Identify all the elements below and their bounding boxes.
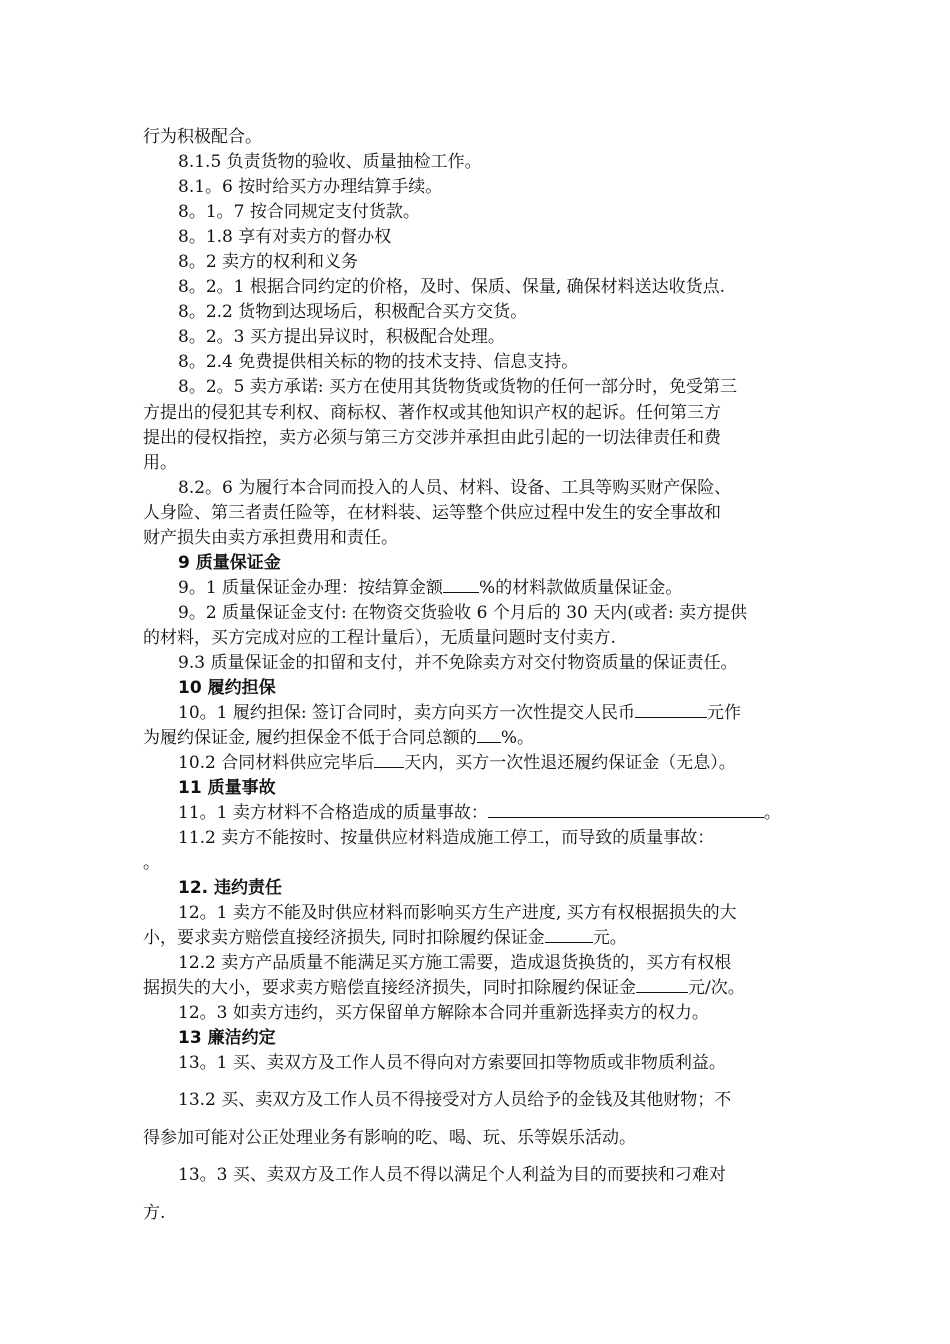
- text-line: 行为积极配合。: [143, 127, 262, 147]
- text-line: [143, 726, 534, 750]
- text-segment: 为履约保证金, 履约担保金不低于合同总额的: [143, 728, 477, 748]
- text-line: 8。2.2 货物到达现场后，积极配合买方交货。: [178, 302, 528, 322]
- text-line: 用。: [143, 453, 177, 473]
- text-segment: 天内，买方一次性退还履约保证金（无息）。: [404, 753, 736, 773]
- text-line: 8.1.5 负责货物的验收、质量抽检工作。: [178, 152, 482, 172]
- text-line: [178, 701, 741, 725]
- text-line: 9.3 质量保证金的扣留和支付，并不免除卖方对交付物资质量的保证责任。: [178, 653, 738, 673]
- fill-blank: [488, 801, 764, 818]
- text-line: 方.: [143, 1203, 166, 1223]
- text-line: 13.2 买、卖双方及工作人员不得接受对方人员给予的金钱及其他财物；不: [178, 1090, 732, 1110]
- text-line: 8.1。6 按时给买方办理结算手续。: [178, 177, 443, 197]
- text-line: 8.2。6 为履行本合同而投入的人员、材料、设备、工具等购买财产保险、: [178, 478, 732, 498]
- text-line: 9。2 质量保证金支付: 在物资交货验收 6 个月后的 30 天内(或者: 卖方提供: [178, 603, 747, 623]
- text-line: 8。2 卖方的权利和义务: [178, 252, 359, 272]
- text-line: 8。2。3 买方提出异议时，积极配合处理。: [178, 327, 505, 347]
- text-line: 8。2。5 卖方承诺: 买方在使用其货物货或货物的任何一部分时，免受第三: [178, 377, 737, 397]
- text-line: 12.2 卖方产品质量不能满足买方施工需要，造成退货换货的，买方有权根: [178, 953, 732, 973]
- text-segment: 。: [763, 803, 781, 823]
- section-heading: 12. 违约责任: [178, 878, 283, 898]
- fill-blank: [636, 976, 688, 993]
- text-segment: 10。1 履约担保: 签订合同时，卖方向买方一次性提交人民币: [178, 703, 635, 723]
- text-line: [178, 801, 781, 825]
- fill-blank: [443, 576, 479, 593]
- text-segment: 9。1 质量保证金办理：按结算金额: [178, 578, 444, 598]
- text-line: 8。2.4 免费提供相关标的物的技术支持、信息支持。: [178, 352, 579, 372]
- text-line: 的材料，买方完成对应的工程计量后），无质量问题时支付卖方.: [143, 628, 616, 648]
- text-line: 财产损失由卖方承担费用和责任。: [143, 528, 398, 548]
- text-segment: 据损失的大小，要求卖方赔偿直接经济损失，同时扣除履约保证金: [143, 978, 636, 998]
- text-line: 11.2 卖方不能按时、按量供应材料造成施工停工，而导致的质量事故：: [178, 828, 715, 848]
- text-segment: %。: [500, 728, 534, 748]
- text-line: 8。1。7 按合同规定支付货款。: [178, 202, 420, 222]
- fill-blank: [545, 926, 593, 943]
- text-line: 方提出的侵犯其专利权、商标权、著作权或其他知识产权的起诉。任何第三方: [143, 403, 721, 423]
- text-line: 13。3 买、卖双方及工作人员不得以满足个人利益为目的而要挟和刁难对: [178, 1165, 726, 1185]
- text-segment: 11。1 卖方材料不合格造成的质量事故：: [178, 803, 488, 823]
- text-line: 12。3 如卖方违约，买方保留单方解除本合同并重新选择卖方的权力。: [178, 1003, 709, 1023]
- text-segment: %的材料款做质量保证金。: [479, 578, 683, 598]
- text-segment: 元/次。: [688, 978, 745, 998]
- text-segment: 元。: [592, 928, 627, 948]
- text-segment: 元作: [706, 703, 741, 723]
- text-segment: 小，要求卖方赔偿直接经济损失, 同时扣除履约保证金: [143, 928, 545, 948]
- text-line: 提出的侵权指控，卖方必须与第三方交涉并承担由此引起的一切法律责任和费: [143, 428, 721, 448]
- section-heading: 13 廉洁约定: [178, 1028, 276, 1048]
- fill-blank: [374, 751, 404, 768]
- text-line: 8。2。1 根据合同约定的价格，及时、保质、保量, 确保材料送达收货点.: [178, 277, 726, 297]
- text-line: 12。1 卖方不能及时供应材料而影响买方生产进度, 买方有权根据损失的大: [178, 903, 737, 923]
- text-line: [178, 751, 736, 775]
- text-line: 8。1.8 享有对卖方的督办权: [178, 227, 392, 247]
- text-line: 13。1 买、卖双方及工作人员不得向对方索要回扣等物质或非物质利益。: [178, 1053, 726, 1073]
- fill-blank: [635, 701, 707, 718]
- section-heading: 10 履约担保: [178, 678, 276, 698]
- text-line: [143, 976, 745, 1000]
- section-heading: 11 质量事故: [178, 778, 276, 798]
- section-heading: 9 质量保证金: [178, 553, 281, 573]
- text-line: [178, 576, 682, 600]
- text-line: 得参加可能对公正处理业务有影响的吃、喝、玩、乐等娱乐活动。: [143, 1128, 636, 1148]
- text-segment: 10.2 合同材料供应完毕后: [178, 753, 375, 773]
- text-line: [143, 926, 627, 950]
- text-line: 。: [143, 853, 160, 873]
- fill-blank: [477, 726, 501, 743]
- text-line: 人身险、第三者责任险等，在材料装、运等整个供应过程中发生的安全事故和: [143, 503, 721, 523]
